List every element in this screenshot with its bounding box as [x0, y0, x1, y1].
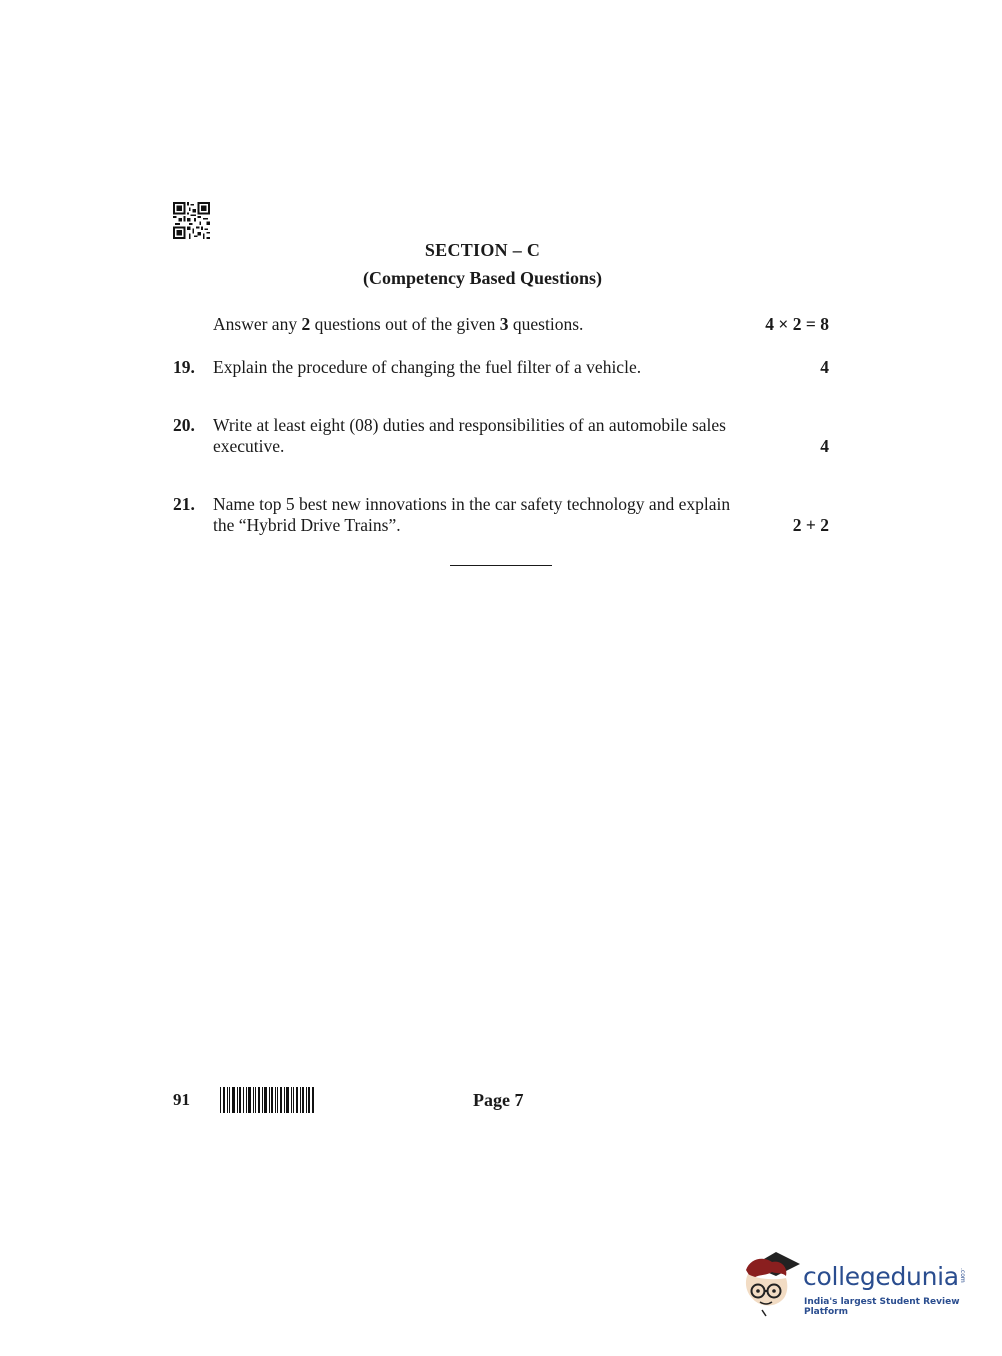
paper-code: 91	[173, 1090, 190, 1109]
collegedunia-mascot-icon	[742, 1248, 802, 1318]
question-number: 20.	[173, 415, 195, 435]
section-title: SECTION – C	[424, 240, 541, 260]
section-subtitle: (Competency Based Questions)	[363, 268, 602, 288]
logo-wordmark: collegedunia	[803, 1262, 959, 1291]
logo-tagline: India's largest Student Review Platform	[804, 1297, 960, 1317]
question-text-line-2: executive.	[213, 436, 285, 456]
end-divider	[450, 565, 552, 566]
instruction-marks: 4 × 2 = 8	[765, 314, 829, 334]
question-text: Explain the procedure of changing the fuel filter of a vehicle.	[213, 357, 642, 377]
qr-code-icon	[173, 202, 210, 239]
page-number: Page 7	[473, 1090, 524, 1110]
question-marks: 2 + 2	[792, 515, 829, 535]
barcode-icon	[220, 1087, 314, 1113]
instruction-text: Answer any 2 questions out of the given 3 questions.	[213, 314, 584, 334]
question-text-line-1: Name top 5 best new innovations in the car safety technology and explain	[213, 494, 731, 514]
question-text-line-2: the “Hybrid Drive Trains”.	[213, 515, 401, 535]
question-text-line-1: Write at least eight (08) duties and responsibilities of an automobile sales	[213, 415, 726, 435]
question-number: 21.	[173, 494, 195, 514]
question-marks: 4	[820, 436, 829, 456]
question-number: 19.	[173, 357, 195, 377]
question-marks: 4	[820, 357, 829, 377]
logo-domain: .com	[959, 1268, 966, 1283]
